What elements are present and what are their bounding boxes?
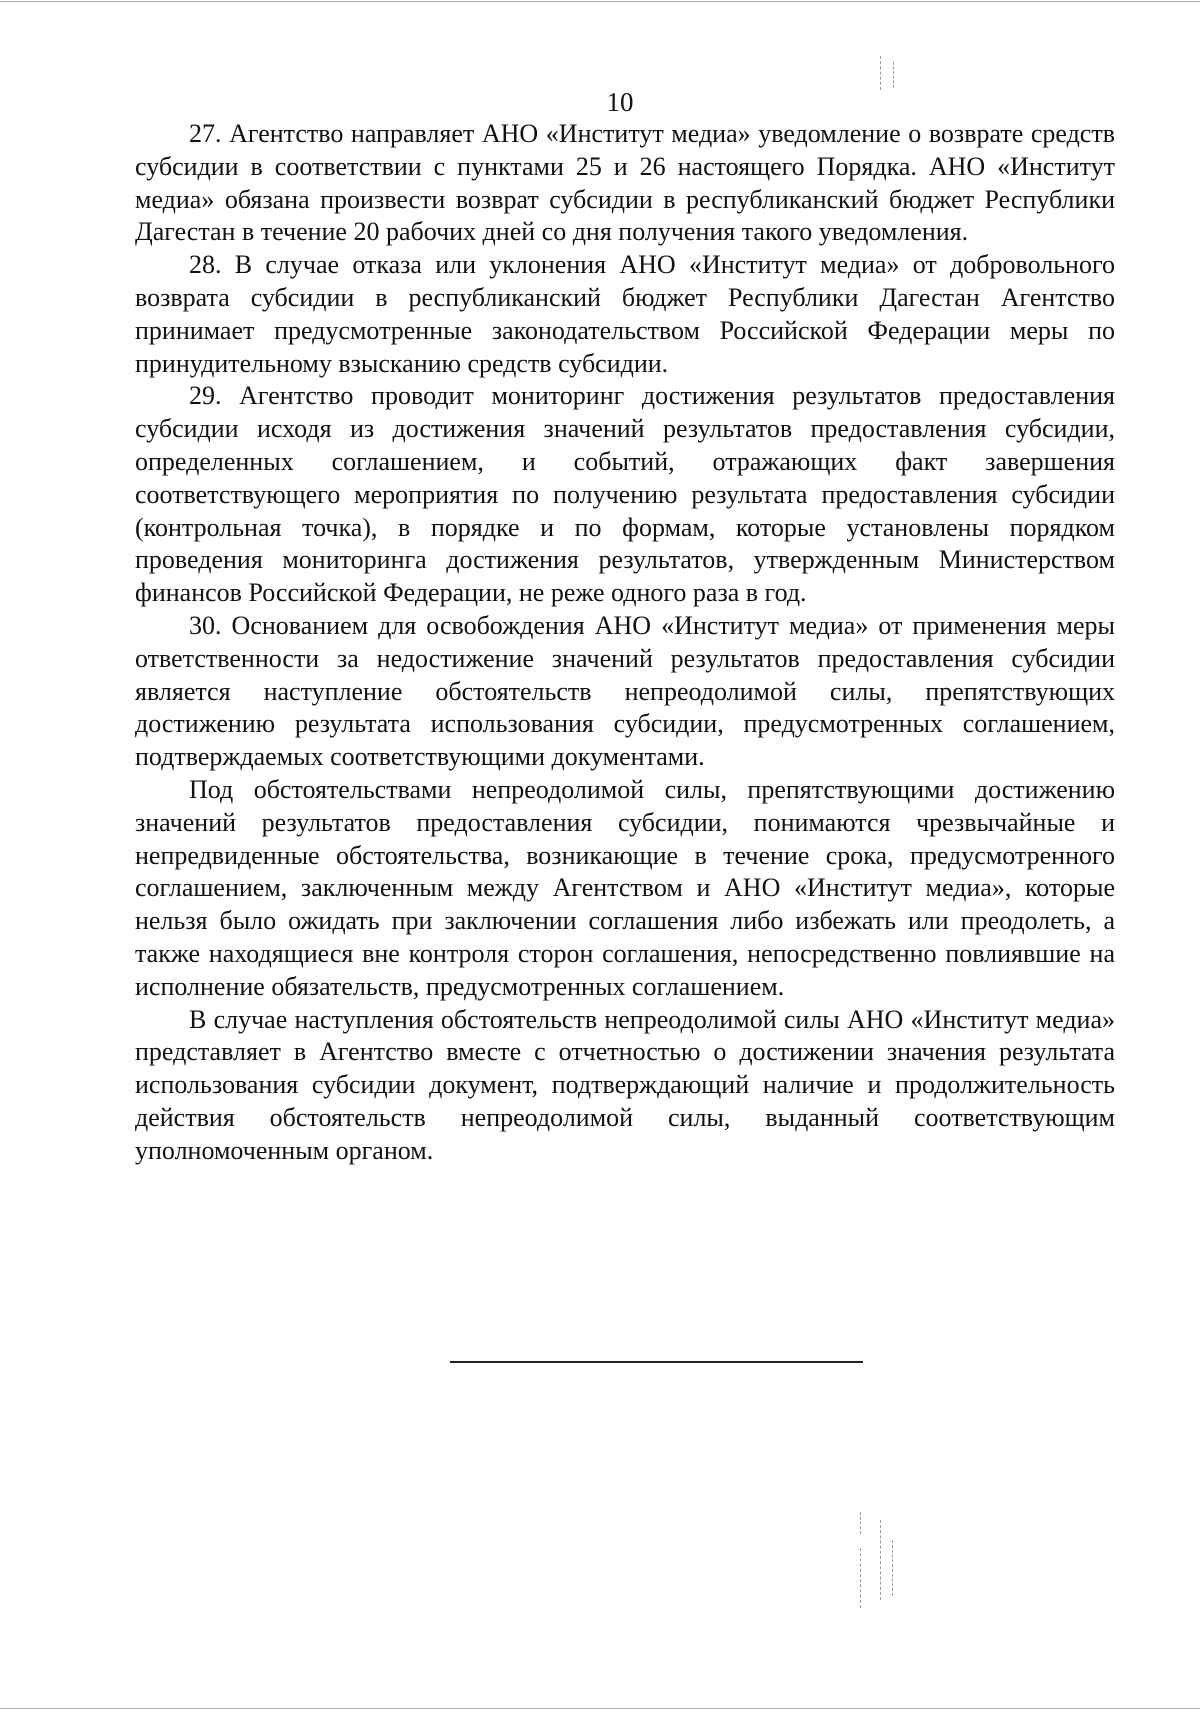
scan-mark	[880, 1520, 881, 1600]
scan-mark	[860, 1512, 861, 1534]
scan-mark	[880, 56, 881, 90]
paragraph-30: 30. Основанием для освобождения АНО «Институт медиа» от применения меры ответственности за недостижение значений результатов предоставления субсидии является наступление обстоятельств непреодолимой силы, препятствующих достижению результата использования субсидии, предусмотренных соглашением, подтверждаемых соответствующими документами.	[135, 610, 1115, 772]
scan-bottom-edge	[0, 1708, 1200, 1709]
scan-top-edge	[0, 1, 1200, 2]
page-number: 10	[606, 87, 634, 117]
paragraph-29: 29. Агентство проводит мониторинг достижения результатов предоставления субсидии исходя из достижения значений результатов предоставления субсидии, определенных соглашением, и событий, отражающих факт завершения соответствующего мероприятия по получению результата предоставления субсидии (контрольная точка), в порядке и по формам, которые установлены порядком проведения мониторинга достижения результатов, утвержденным Министерством финансов Российской Федерации, не реже одного раза в год.	[135, 381, 1115, 608]
end-of-document-rule	[450, 1361, 863, 1363]
paragraph-force-majeure-definition: Под обстоятельствами непреодолимой силы, препятствующими достижению значений результатов предоставления субсидии, понимаются чрезвычайные и непредвиденные обстоятельства, возникающие в течение срока, предусмотренного соглашением, заключенным между Агентством и АНО «Институт медиа», которые нельзя было ожидать при заключении соглашения либо избежать или преодолеть, а также находящиеся вне контроля сторон соглашения, непосредственно повлиявшие на исполнение обязательств, предусмотренных соглашением.	[135, 774, 1115, 1001]
paragraph-27: 27. Агентство направляет АНО «Институт медиа» уведомление о возврате средств субсидии в соответствии с пунктами 25 и 26 настоящего Порядка. АНО «Институт медиа» обязана произвести возврат субсидии в республиканский бюджет Республики Дагестан в течение 20 рабочих дней со дня получения такого уведомления.	[135, 119, 1115, 247]
document-body	[135, 118, 1115, 1168]
scan-mark	[892, 1540, 893, 1596]
scan-mark	[860, 1548, 861, 1608]
paragraph-28: 28. В случае отказа или уклонения АНО «Институт медиа» от добровольного возврата субсидии в республиканский бюджет Республики Дагестан Агентство принимает предусмотренные законодательством Российской Федерации меры по принудительному взысканию средств субсидии.	[135, 250, 1115, 378]
scan-mark	[893, 62, 894, 88]
paragraph-force-majeure-documents: В случае наступления обстоятельств непреодолимой силы АНО «Институт медиа» представляет в Агентство вместе с отчетностью о достижении значения результата использования субсидии документ, подтверждающий наличие и продолжительность действия обстоятельств непреодолимой силы, выданный соответствующим уполномоченным органом.	[135, 1004, 1115, 1165]
